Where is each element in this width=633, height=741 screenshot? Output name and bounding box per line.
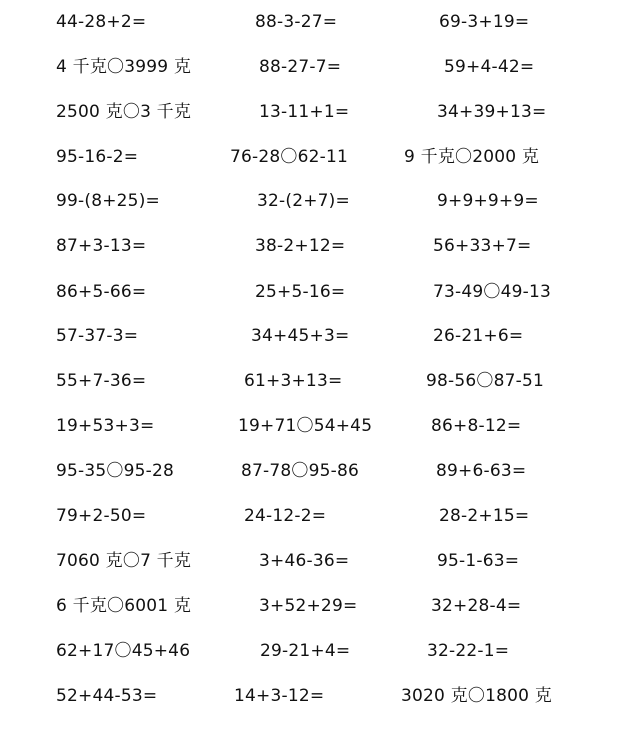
problem: 2500 克〇3 千克 — [56, 102, 192, 122]
problem: 6 千克〇6001 克 — [56, 596, 192, 616]
problem: 38-2+12= — [255, 236, 346, 256]
problem: 95-35〇95-28 — [56, 461, 174, 481]
problem: 13-11+1= — [259, 102, 350, 122]
problem-row-10 — [0, 411, 633, 441]
problem: 61+3+13= — [244, 371, 343, 391]
problem-row-14 — [0, 591, 633, 621]
problem-row-12 — [0, 501, 633, 531]
problem: 57-37-3= — [56, 326, 139, 346]
problem: 56+33+7= — [433, 236, 532, 256]
problem: 9+9+9+9= — [437, 191, 539, 211]
problem-row-5 — [0, 186, 633, 216]
problem: 34+45+3= — [251, 326, 350, 346]
problem: 76-28〇62-11 — [230, 147, 348, 167]
problem: 3020 克〇1800 克 — [401, 686, 552, 706]
problem: 34+39+13= — [437, 102, 547, 122]
problem: 24-12-2= — [244, 506, 327, 526]
problem: 28-2+15= — [439, 506, 530, 526]
problem: 25+5-16= — [255, 282, 346, 302]
problem: 3+52+29= — [259, 596, 358, 616]
problem: 95-16-2= — [56, 147, 139, 167]
problem: 4 千克〇3999 克 — [56, 57, 192, 77]
problem-row-6 — [0, 231, 633, 261]
problem: 9 千克〇2000 克 — [404, 147, 540, 167]
problem: 32-(2+7)= — [257, 191, 350, 211]
problem-row-3 — [0, 97, 633, 127]
problem-row-15 — [0, 636, 633, 666]
problem-row-1 — [0, 7, 633, 37]
problem: 52+44-53= — [56, 686, 158, 706]
problem: 32-22-1= — [427, 641, 510, 661]
problem: 26-21+6= — [433, 326, 524, 346]
problem: 19+53+3= — [56, 416, 155, 436]
problem: 87+3-13= — [56, 236, 147, 256]
problem: 7060 克〇7 千克 — [56, 551, 192, 571]
problem: 69-3+19= — [439, 12, 530, 32]
problem: 32+28-4= — [431, 596, 522, 616]
problem-row-7 — [0, 277, 633, 307]
problem: 88-27-7= — [259, 57, 342, 77]
problem-row-11 — [0, 456, 633, 486]
problem: 86+5-66= — [56, 282, 147, 302]
problem: 62+17〇45+46 — [56, 641, 191, 661]
problem-row-13 — [0, 546, 633, 576]
problem: 3+46-36= — [259, 551, 350, 571]
problem: 19+71〇54+45 — [238, 416, 373, 436]
problem: 89+6-63= — [436, 461, 527, 481]
problem-row-9 — [0, 366, 633, 396]
problem: 87-78〇95-86 — [241, 461, 359, 481]
problem: 29-21+4= — [260, 641, 351, 661]
problem-row-2 — [0, 52, 633, 82]
problem-row-4 — [0, 142, 633, 172]
problem: 79+2-50= — [56, 506, 147, 526]
problem: 98-56〇87-51 — [426, 371, 544, 391]
problem: 14+3-12= — [234, 686, 325, 706]
problem-row-8 — [0, 321, 633, 351]
problem: 88-3-27= — [255, 12, 338, 32]
problem: 59+4-42= — [444, 57, 535, 77]
problem: 73-49〇49-13 — [433, 282, 551, 302]
problem: 44-28+2= — [56, 12, 147, 32]
problem: 86+8-12= — [431, 416, 522, 436]
problem: 55+7-36= — [56, 371, 147, 391]
problem-row-16 — [0, 681, 633, 711]
problem: 99-(8+25)= — [56, 191, 160, 211]
problem: 95-1-63= — [437, 551, 520, 571]
